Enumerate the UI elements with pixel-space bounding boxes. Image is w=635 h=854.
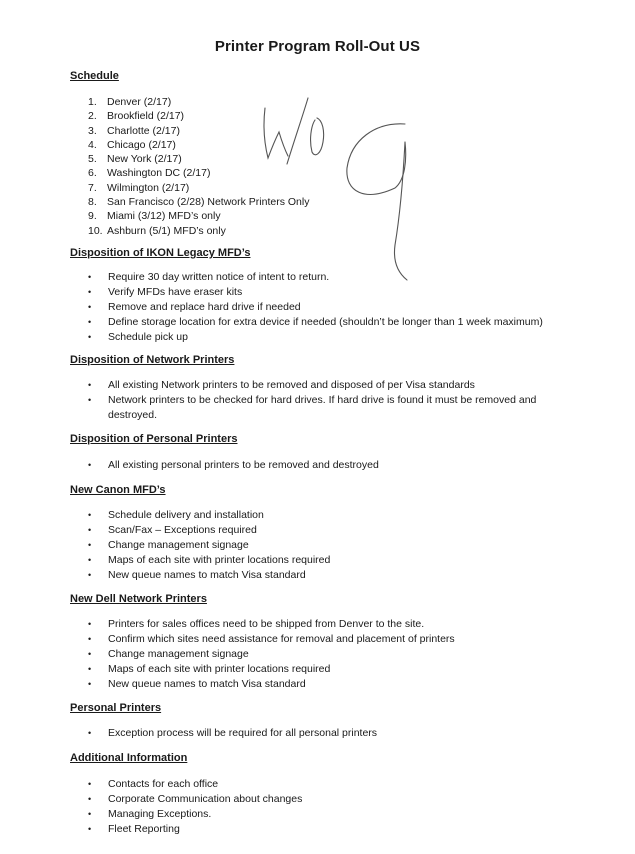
page-title: Printer Program Roll-Out US bbox=[214, 38, 421, 55]
bullet-icon: • bbox=[88, 380, 92, 390]
list-item bbox=[70, 568, 330, 583]
item-text: Maps of each site with printer locations required bbox=[108, 663, 331, 675]
bullet-icon: • bbox=[88, 525, 92, 535]
item-text: All existing Network printers to be removed and disposed of per Visa standards bbox=[108, 379, 475, 391]
ikon-list bbox=[70, 270, 543, 345]
item-number: 2. bbox=[88, 110, 97, 123]
item-text: Require 30 day written notice of intent to return. bbox=[108, 271, 330, 283]
item-text: New York (2/17) bbox=[107, 153, 182, 166]
item-text: Chicago (2/17) bbox=[107, 138, 176, 151]
list-item bbox=[70, 792, 302, 807]
list-item bbox=[70, 330, 543, 345]
list-item bbox=[70, 617, 455, 632]
personal-disposition-list bbox=[70, 458, 379, 473]
bullet-icon: • bbox=[88, 728, 92, 738]
item-text: Confirm which sites need assistance for removal and placement of printers bbox=[108, 633, 455, 645]
bullet-icon: • bbox=[88, 460, 92, 470]
item-text: Managing Exceptions. bbox=[108, 808, 212, 820]
item-text: Contacts for each office bbox=[108, 778, 219, 790]
list-item bbox=[70, 285, 543, 300]
item-text: Corporate Communication about changes bbox=[108, 793, 303, 805]
list-item bbox=[70, 647, 455, 662]
item-text: Scan/Fax – Exceptions required bbox=[108, 524, 257, 536]
schedule-item bbox=[70, 166, 309, 180]
canon-heading: New Canon MFD’s bbox=[70, 484, 166, 496]
item-text: Brookfield (2/17) bbox=[107, 110, 185, 123]
dell-list bbox=[70, 617, 455, 692]
item-number: 3. bbox=[88, 124, 97, 137]
item-text: San Francisco (2/28) Network Printers Only bbox=[107, 196, 310, 209]
bullet-icon: • bbox=[88, 649, 92, 659]
personal-disposition-heading: Disposition of Personal Printers bbox=[70, 433, 238, 445]
schedule-item bbox=[70, 195, 309, 209]
item-number: 1. bbox=[88, 96, 97, 108]
item-number: 4. bbox=[88, 138, 97, 151]
item-number: 7. bbox=[88, 181, 97, 194]
item-text: Charlotte (2/17) bbox=[107, 124, 180, 137]
list-item bbox=[70, 677, 455, 692]
item-text: Washington DC (2/17) bbox=[107, 167, 211, 180]
schedule-item bbox=[70, 224, 309, 238]
bullet-icon: • bbox=[88, 302, 92, 312]
list-item bbox=[70, 378, 538, 393]
list-item bbox=[70, 315, 543, 330]
bullet-icon: • bbox=[88, 287, 92, 297]
bullet-icon: • bbox=[88, 634, 92, 644]
additional-heading: Additional Information bbox=[70, 752, 188, 764]
schedule-item bbox=[70, 109, 309, 123]
item-text: Maps of each site with printer locations required bbox=[108, 554, 331, 566]
schedule-item bbox=[70, 152, 309, 166]
schedule-item bbox=[70, 124, 309, 138]
list-item bbox=[70, 523, 330, 538]
item-text: Change management signage bbox=[108, 648, 249, 660]
item-text: Remove and replace hard drive if needed bbox=[108, 301, 301, 313]
bullet-icon: • bbox=[88, 540, 92, 550]
bullet-icon: • bbox=[88, 510, 92, 520]
list-item bbox=[70, 393, 538, 423]
list-item bbox=[70, 726, 377, 741]
item-text: Schedule pick up bbox=[108, 331, 188, 343]
bullet-icon: • bbox=[88, 317, 92, 327]
canon-list bbox=[70, 508, 330, 583]
bullet-icon: • bbox=[88, 272, 92, 282]
schedule-heading: Schedule bbox=[70, 70, 119, 82]
list-item bbox=[70, 300, 543, 315]
bullet-icon: • bbox=[88, 779, 92, 789]
list-item bbox=[70, 822, 302, 837]
schedule-item bbox=[70, 181, 309, 195]
bullet-icon: • bbox=[88, 794, 92, 804]
list-item bbox=[70, 270, 543, 285]
list-item bbox=[70, 538, 330, 553]
schedule-item bbox=[70, 95, 309, 109]
schedule-list bbox=[70, 95, 309, 238]
personal-printers-list bbox=[70, 726, 377, 741]
item-text: Schedule delivery and installation bbox=[108, 509, 264, 521]
schedule-item bbox=[70, 138, 309, 152]
ikon-heading: Disposition of IKON Legacy MFD’s bbox=[70, 247, 251, 259]
personal-printers-heading: Personal Printers bbox=[70, 702, 162, 714]
item-text: Network printers to be checked for hard drives. If hard drive is found it must be removed and destroyed. bbox=[108, 394, 537, 421]
item-number: 10. bbox=[88, 224, 103, 237]
item-text: Change management signage bbox=[108, 539, 249, 551]
item-text: Define storage location for extra device if needed (shouldn’t be longer than 1 week maximum) bbox=[108, 316, 543, 328]
bullet-icon: • bbox=[88, 570, 92, 580]
list-item bbox=[70, 458, 379, 473]
network-heading: Disposition of Network Printers bbox=[70, 354, 235, 366]
bullet-icon: • bbox=[88, 824, 92, 834]
item-text: Exception process will be required for all personal printers bbox=[108, 727, 378, 739]
bullet-icon: • bbox=[88, 395, 92, 405]
list-item bbox=[70, 807, 302, 822]
bullet-icon: • bbox=[88, 664, 92, 674]
bullet-icon: • bbox=[88, 809, 92, 819]
list-item bbox=[70, 662, 455, 677]
item-text: New queue names to match Visa standard bbox=[108, 678, 306, 690]
item-text: Printers for sales offices need to be shipped from Denver to the site. bbox=[108, 618, 425, 630]
bullet-icon: • bbox=[88, 555, 92, 565]
additional-list bbox=[70, 777, 302, 837]
item-text: Wilmington (2/17) bbox=[107, 181, 190, 194]
network-list bbox=[70, 378, 538, 423]
list-item bbox=[70, 508, 330, 523]
item-text: Verify MFDs have eraser kits bbox=[108, 286, 243, 298]
list-item bbox=[70, 632, 455, 647]
bullet-icon: • bbox=[88, 619, 92, 629]
item-number: 9. bbox=[88, 210, 97, 223]
item-text: Miami (3/12) MFD’s only bbox=[107, 210, 221, 223]
bullet-icon: • bbox=[88, 679, 92, 689]
list-item bbox=[70, 777, 302, 792]
schedule-item bbox=[70, 209, 309, 223]
bullet-icon: • bbox=[88, 332, 92, 342]
item-text: Ashburn (5/1) MFD’s only bbox=[107, 224, 226, 237]
dell-heading: New Dell Network Printers bbox=[70, 593, 207, 605]
item-number: 8. bbox=[88, 196, 97, 209]
item-text: All existing personal printers to be removed and destroyed bbox=[108, 459, 379, 471]
item-number: 5. bbox=[88, 153, 97, 166]
item-text: Denver (2/17) bbox=[107, 96, 172, 108]
item-text: Fleet Reporting bbox=[108, 823, 180, 835]
list-item bbox=[70, 553, 330, 568]
item-text: New queue names to match Visa standard bbox=[108, 569, 306, 581]
item-number: 6. bbox=[88, 167, 97, 180]
